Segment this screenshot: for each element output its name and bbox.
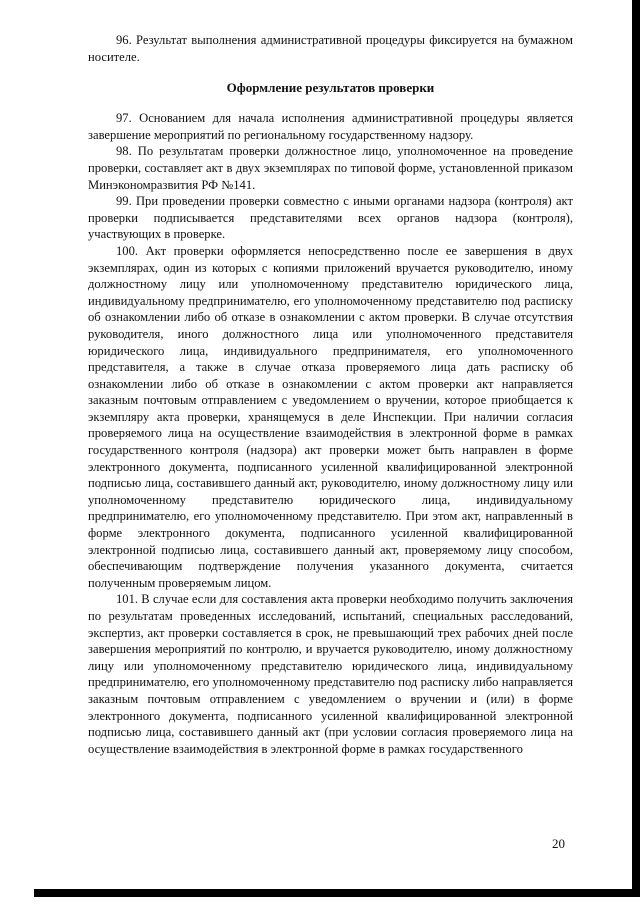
- scan-border-right: [632, 0, 640, 897]
- paragraph-96: 96. Результат выполнения административной процедуры фиксируется на бумажном носителе.: [88, 33, 573, 64]
- paragraph-97: 97. Основанием для начала исполнения административной процедуры является завершение мероприятий по региональному государственному надзору.: [88, 111, 573, 142]
- page-number: 20: [552, 836, 565, 851]
- section-heading: Оформление результатов проверки: [226, 80, 435, 96]
- document-body: [88, 32, 573, 757]
- paragraph-99: 99. При проведении проверки совместно с иными органами надзора (контроля) акт проверки подписывается представителями всех органов надзора (контроля), участвующих в проверке.: [88, 194, 573, 242]
- paragraph-100: 100. Акт проверки оформляется непосредственно после ее завершения в двух экземплярах, один из которых с копиями приложений вручается руководителю, иному должностному лицу или уполномоченному представителю юридического лица, индивидуальному предпринимателю, его уполномоченному представителю под расписку об ознакомлении либо об отказе в ознакомлении с актом проверки. В случае отсутствия руководителя, иного должностного лица или уполномоченного представителя юридического лица, индивидуального предпринимателя, его уполномоченного представителя, а также в случае отказа проверяемого лица дать расписку об ознакомлении либо об отказе в ознакомлении с актом проверки акт направляется заказным почтовым отправлением с уведомлением о вручении, которое приобщается к экземпляру акта проверки, хранящемуся в деле Инспекции. При наличии согласия проверяемого лица на осуществление взаимодействия в электронной форме в рамках государственного контроля (надзора) акт проверки может быть направлен в форме электронного документа, подписанного усиленной квалифицированной электронной подписью лица, составившего данный акт, руководителю, иному должностному лицу или уполномоченному представителю юридического лица, индивидуальному предпринимателю, его уполномоченному представителю. При этом акт, направленный в форме электронного документа, подписанного усиленной квалифицированной электронной подписью лица, составившего данный акт, проверяемому лицу способом, обеспечивающим подтверждение получения указанного документа, считается полученным проверяемым лицом.: [88, 243, 573, 590]
- paragraph-98: 98. По результатам проверки должностное лицо, уполномоченное на проведение проверки, составляет акт в двух экземплярах по типовой форме, установленной приказом Минэкономразвития РФ №141.: [88, 144, 573, 192]
- paragraph-101: 101. В случае если для составления акта проверки необходимо получить заключения по результатам проведенных исследований, испытаний, специальных расследований, экспертиз, акт проверки составляется в срок, не превышающий трех рабочих дней после завершения мероприятий по контролю, и вручается руководителю, иному должностному лицу или уполномоченному представителю юридического лица, индивидуальному предпринимателю, его уполномоченному представителю под расписку либо направляется заказным почтовым отправлением с уведомлением о вручении и (или) в форме электронного документа, подписанного усиленной квалифицированной электронной подписью лица, составившего данный акт (при условии согласия проверяемого лица на осуществление взаимодействия в электронной форме в рамках государственного: [88, 592, 573, 756]
- scan-border-bottom: [34, 889, 640, 897]
